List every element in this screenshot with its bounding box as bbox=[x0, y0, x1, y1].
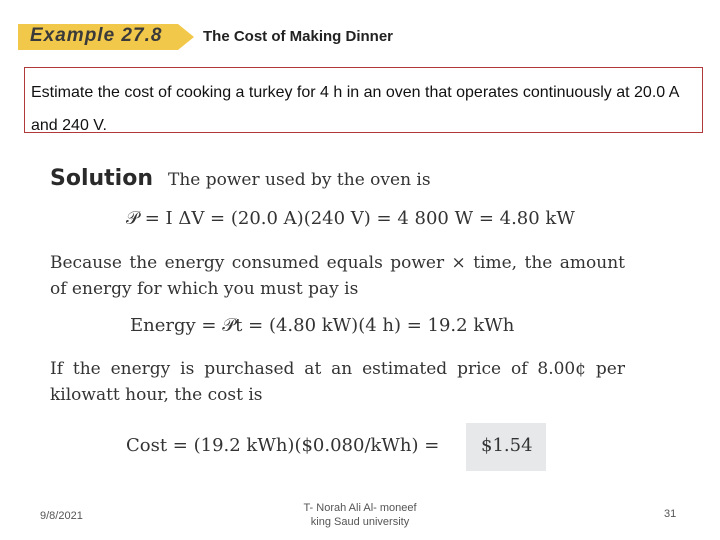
solution-intro: The power used by the oven is bbox=[168, 170, 431, 190]
footer-author-name: T- Norah Ali Al- moneef bbox=[303, 502, 417, 514]
power-equation: 𝒫 = I ΔV = (20.0 A)(240 V) = 4 800 W = 4.80 kW bbox=[126, 208, 575, 229]
solution-heading: Solution bbox=[50, 166, 153, 191]
price-paragraph: If the energy is purchased at an estimated price of 8.00¢ per kilowatt hour, the cost is bbox=[50, 359, 625, 405]
footer-page-number: 31 bbox=[664, 508, 677, 520]
energy-paragraph: Because the energy consumed equals power × time, the amount of energy for which you must pay is bbox=[50, 253, 625, 299]
answer-value: $1.54 bbox=[481, 435, 533, 456]
problem-statement: Estimate the cost of cooking a turkey for 4 h in an oven that operates continuously at 20.0 A and 240 V. bbox=[31, 84, 679, 134]
example-title: The Cost of Making Dinner bbox=[203, 28, 394, 45]
example-label: Example 27.8 bbox=[30, 25, 163, 46]
footer-date: 9/8/2021 bbox=[40, 510, 83, 522]
cost-equation: Cost = (19.2 kWh)($0.080/kWh) = bbox=[126, 435, 440, 456]
energy-equation: Energy = 𝒫t = (4.80 kW)(4 h) = 19.2 kWh bbox=[130, 315, 515, 336]
footer-university: king Saud university bbox=[310, 516, 410, 528]
footer-author bbox=[280, 501, 440, 529]
